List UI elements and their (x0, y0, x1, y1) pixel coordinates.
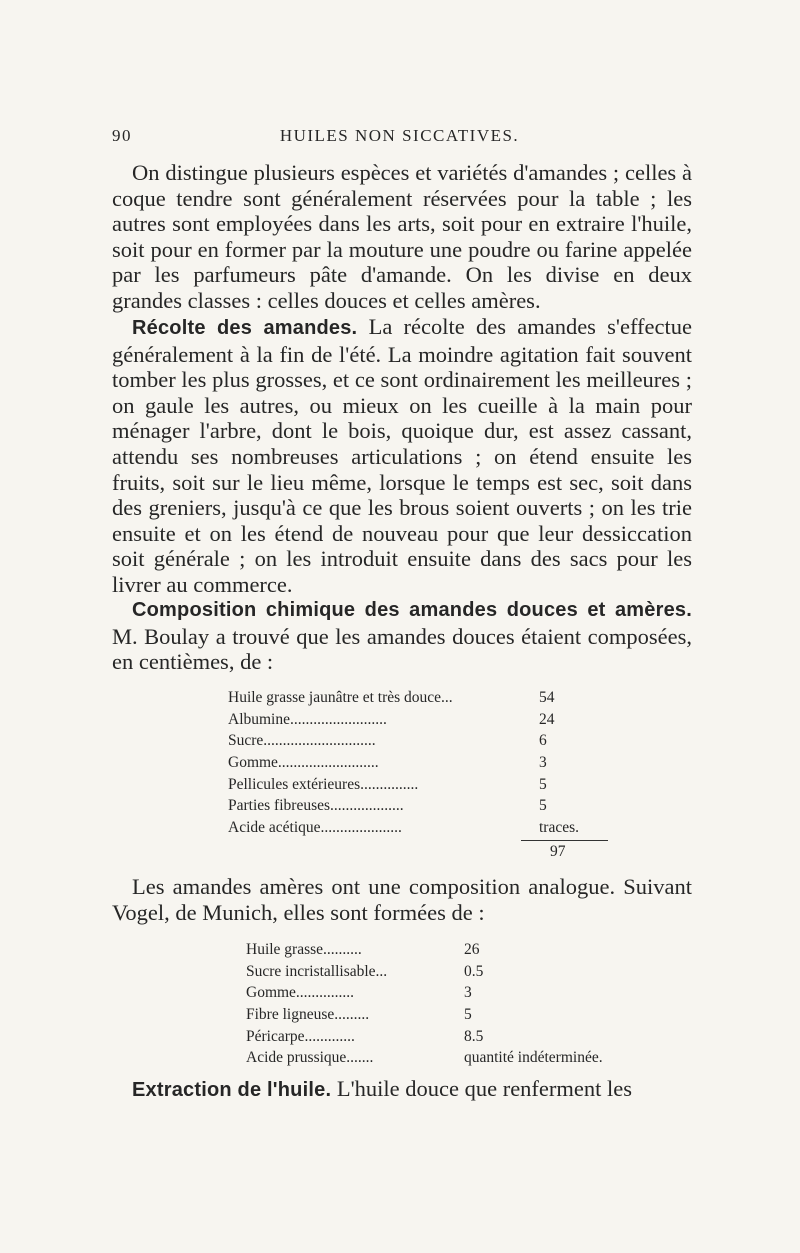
section-composition-text: M. Boulay a trouvé que les amandes douces étaient composées, en centièmes, de : (112, 623, 692, 675)
table-row (228, 774, 627, 796)
component-value: 8.5 (464, 1027, 484, 1045)
table-row (228, 709, 627, 731)
component-value: 24 (539, 710, 555, 728)
component-name: Huile grasse jaunâtre et très douce... (228, 688, 453, 706)
component-name: Acide acétique..................... (228, 818, 402, 836)
table-row (246, 982, 603, 1004)
table-total: 97 (550, 843, 566, 860)
sum-rule (521, 840, 608, 841)
table-row (246, 1047, 603, 1069)
table-row (228, 730, 627, 752)
page-number: 90 (112, 126, 132, 145)
table-row (228, 752, 627, 774)
component-name: Albumine......................... (228, 710, 387, 728)
section-heading-recolte: Récolte des amandes. (132, 317, 358, 339)
component-value: 54 (539, 688, 555, 706)
paragraph-ameres-text: Les amandes amères ont une composition analogue. Suivant Vogel, de Munich, elles sont formées de : (112, 874, 692, 925)
component-value: 0.5 (464, 962, 484, 980)
section-recolte (112, 314, 692, 598)
component-name: Sucre incristallisable... (246, 962, 388, 980)
composition-table-ameres (246, 939, 603, 1069)
section-extraction-text: L'huile douce que renferment les (336, 1076, 633, 1101)
section-recolte-text: La récolte des amandes s'effectue généralement à la fin de l'été. La moindre agitation fait souvent tomber les plus grosses, et ce sont ordinairement les meilleures ; on gaule les autres, ou mieux on les cueille à la main pour ménager l'arbre, dont le bois, quoique dur, est assez cassant, attendu ses nombreuses articulations ; on étend ensuite les fruits, soit sur le lieu même, lorsque le temps est sec, soit dans des greniers, jusqu'à ce que les brous soient ouverts ; on les trie ensuite et on les étend de nouveau pour que leur dessiccation soit générale ; on les introduit ensuite dans des sacs pour les livrer au commerce. (112, 314, 693, 597)
section-heading-extraction: Extraction de l'huile. (132, 1079, 332, 1101)
section-heading-composition: Composition chimique des amandes douces et amères. (132, 599, 692, 621)
page-header (112, 126, 687, 150)
composition-table-douces (228, 687, 627, 839)
component-value: 6 (539, 732, 547, 750)
component-value: 3 (464, 984, 472, 1002)
component-value: traces. (539, 818, 580, 836)
component-name: Gomme.......................... (228, 753, 379, 771)
table-row (246, 1004, 603, 1026)
component-name: Péricarpe............. (246, 1027, 355, 1045)
paragraph-varietes (112, 160, 692, 314)
table-row (228, 687, 627, 709)
component-name: Fibre ligneuse......... (246, 1005, 370, 1023)
paragraph-varietes-text: On distingue plusieurs espèces et variétés d'amandes ; celles à coque tendre sont généralement réservées pour la table ; les autres sont employées dans les arts, soit pour en extraire l'huile, soit pour en former par la mouture une poudre ou farine appelée par les parfumeurs pâte d'amande. On les divise en deux grandes classes : celles douces et celles amères. (112, 160, 692, 313)
component-name: Acide prussique....... (246, 1049, 374, 1067)
table-row (246, 961, 603, 983)
paragraph-ameres (112, 874, 692, 925)
component-name: Huile grasse.......... (246, 940, 362, 958)
table-row (228, 817, 627, 839)
component-value: 26 (464, 940, 480, 958)
component-name: Sucre............................. (228, 732, 376, 750)
component-name: Parties fibreuses................... (228, 797, 404, 815)
table-row (246, 1026, 603, 1048)
section-extraction (112, 1076, 692, 1104)
table-row (246, 939, 603, 961)
component-name: Pellicules extérieures............... (228, 775, 419, 793)
component-value: 3 (539, 753, 547, 771)
running-title: HUILES NON SICCATIVES. (279, 126, 520, 145)
component-name: Gomme............... (246, 984, 355, 1002)
component-value: quantité indéterminée. (464, 1049, 603, 1067)
section-composition (112, 596, 692, 675)
component-value: 5 (464, 1005, 472, 1023)
component-value: 5 (539, 775, 547, 793)
component-value: 5 (539, 797, 547, 815)
table-row (228, 795, 627, 817)
